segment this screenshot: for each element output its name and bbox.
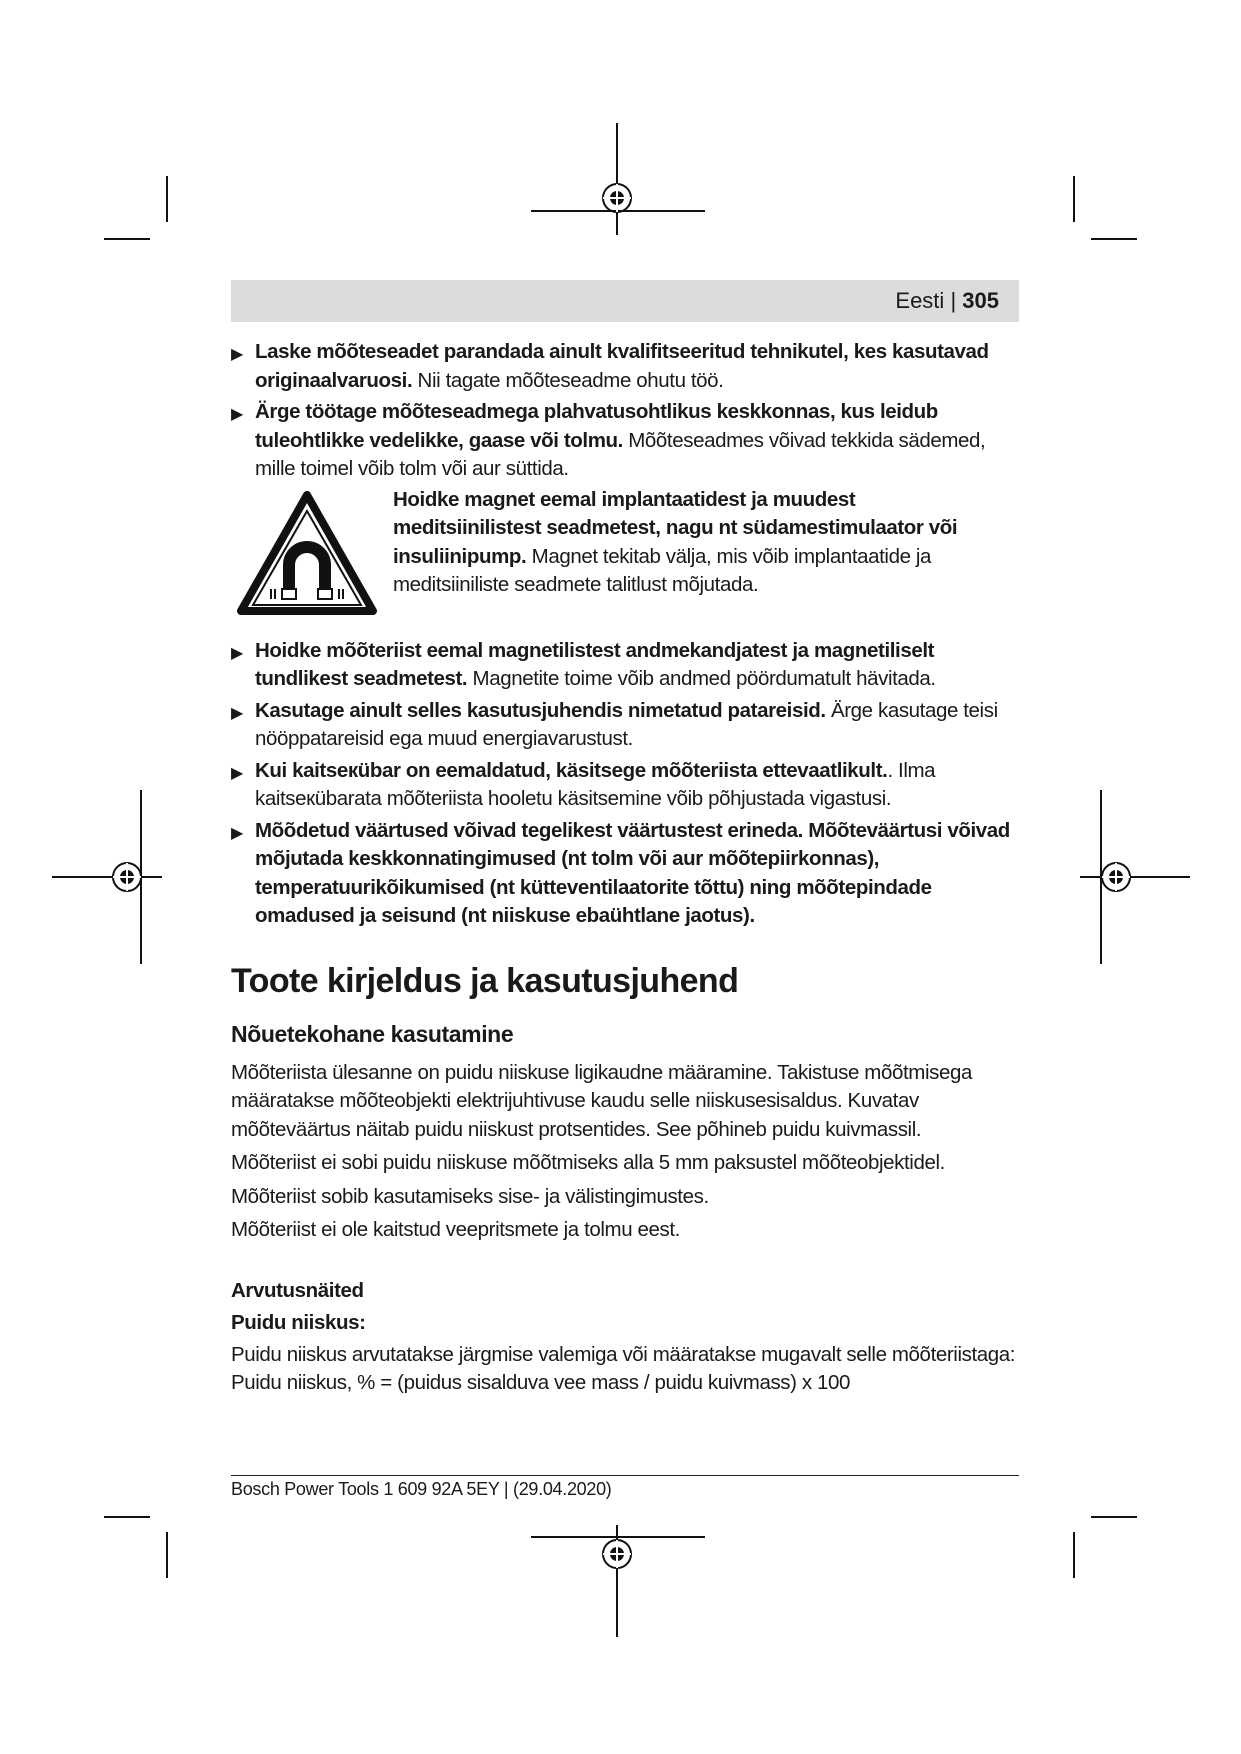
header-language: Eesti xyxy=(895,288,945,313)
bullet-text: Mõõdetud väärtused võivad tegelikest väärtustest erineda. Mõõteväärtusi võivad mõjutada keskkonnatingimused (nt tolm või aur mõõtepiirkonnas), temperatuurikõikumised (nt kütteventilaatorite tõttu) ning mõõtepindade omadused ja seisund (nt niiskuse ebaühtlane jaotus). xyxy=(255,818,1010,927)
safety-bullet xyxy=(231,817,1021,931)
registration-mark-left xyxy=(52,790,162,964)
bullet-text: Kasutage ainult selles kasutusjuhendis nimetatud patareisid. Ärge kasutage teisi nööppatareisid ega muud energiavarustust. xyxy=(255,698,998,750)
crop-mark xyxy=(104,1516,150,1518)
section-title: Toote kirjeldus ja kasutusjuhend xyxy=(231,961,739,1000)
bullet-text: Kui kaitseкübar on eemaldatud, käsitsege mõõteriista ettevaatlikult.. Ilma kaitseкübarata mõõteriista hooletu käsitsemine võib põhjustada vigastusi. xyxy=(255,758,936,810)
bullet-text: Laske mõõteseadet parandada ainult kvalifitseeritud tehnikutel, kes kasutavad originaalvaruosi. Nii tagate mõõteseadme ohutu töö. xyxy=(255,340,989,392)
intended-use-paragraph: Mõõteriist ei ole kaitstud veepritsmete ja tolmu eest. xyxy=(231,1218,680,1241)
formula-text: Puidu niiskus, % = (puidus sisalduva vee mass / puidu kuivmass) x 100 xyxy=(231,1371,851,1394)
crop-mark xyxy=(166,176,168,222)
bullet-triangle-icon: ▶ xyxy=(231,346,243,363)
magnet-warning-icon xyxy=(237,491,377,617)
intended-use-paragraph: Mõõteriista ülesanne on puidu niiskuse ligikaudne määramine. Takistuse mõõtmisega määratakse mõõteobjekti elektrijuhtivuse kaudu selle niiskusesisaldus. Kuvatav mõõteväärtus näitab puidu niiskust protsentides. See põhineb puidu kuivmassil. xyxy=(231,1060,972,1141)
crop-mark xyxy=(1073,176,1075,222)
intended-use-paragraph: Mõõteriist ei sobi puidu niiskuse mõõtmiseks alla 5 mm paksustel mõõteobjektidel. xyxy=(231,1151,945,1174)
examples-subtitle: Puidu niiskus: xyxy=(231,1310,366,1334)
examples-text: Puidu niiskus arvutatakse järgmise valemiga või määratakse mugavalt selle mõõteriistaga: xyxy=(231,1342,1016,1366)
bullet-text: Hoidke mõõteriist eemal magnetilistest andmekandjatest ja magnetiliselt tundlikest seadmetest. Magnetite toime võib andmed pöördumatult hävitada. xyxy=(255,638,936,690)
registration-mark-right xyxy=(1080,790,1190,964)
crop-mark xyxy=(166,1532,168,1578)
page-content xyxy=(231,338,1021,1398)
bullet-text: Ärge töötage mõõteseadmega plahvatusohtlikus keskkonnas, kus leidub tuleohtlikke vedelikke, gaase või tolmu. Mõõteseadmes võivad tekkida sädemed, mille toimel võib tolm või aur süttida. xyxy=(255,400,986,480)
examples-title: Arvutusnäited xyxy=(231,1278,364,1302)
footer-divider xyxy=(231,1475,1019,1476)
magnet-warning xyxy=(231,487,1021,625)
footer-text: Bosch Power Tools 1 609 92A 5EY | (29.04.2020) xyxy=(231,1479,612,1499)
bullet-triangle-icon: ▶ xyxy=(231,824,243,842)
bullet-triangle-icon: ▶ xyxy=(231,406,243,423)
header-separator: | xyxy=(950,288,957,313)
crop-mark xyxy=(1073,1532,1075,1578)
registration-mark-bottom xyxy=(531,1525,705,1637)
bullet-triangle-icon: ▶ xyxy=(231,644,243,662)
registration-mark-top xyxy=(531,123,705,235)
safety-bullet xyxy=(231,398,1021,484)
crop-mark xyxy=(1091,1516,1137,1518)
subsection-title: Nõuetekohane kasutamine xyxy=(231,1020,514,1047)
safety-bullet xyxy=(231,757,1021,814)
header-text xyxy=(895,288,999,314)
bullet-triangle-icon: ▶ xyxy=(231,764,243,782)
safety-bullet xyxy=(231,637,1021,694)
intended-use-paragraph: Mõõteriist sobib kasutamiseks sise- ja välistingimustes. xyxy=(231,1184,709,1208)
safety-bullet xyxy=(231,338,1021,395)
page-header xyxy=(231,280,1019,322)
crop-mark xyxy=(1091,238,1137,240)
crop-mark xyxy=(104,238,150,240)
safety-bullet xyxy=(231,697,1021,754)
magnet-warning-text: Hoidke magnet eemal implantaatidest ja muudest meditsiinilistest seadmetest, nagu nt südamestimulaator või insuliinipump. Magnet tekitab välja, mis võib implantaatide ja meditsiiniliste seadmete talitlust mõjutada. xyxy=(393,487,958,596)
page-number: 305 xyxy=(962,288,999,313)
bullet-triangle-icon: ▶ xyxy=(231,704,243,722)
